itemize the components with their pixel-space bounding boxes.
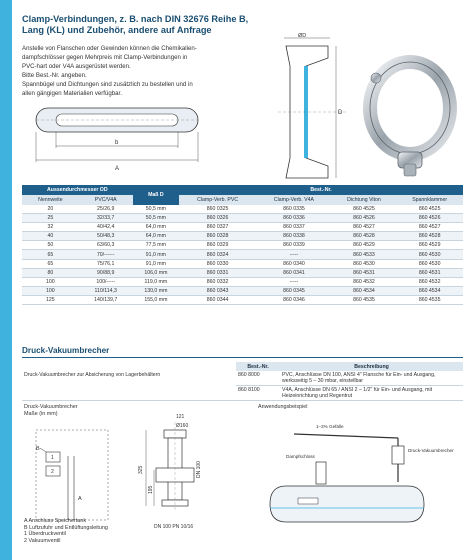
fig3-title: Druck-Vakuumbrecher bbox=[24, 404, 78, 410]
table-cell: 32/33,7 bbox=[79, 214, 133, 223]
table-cell: 860 0330 bbox=[179, 259, 256, 268]
intro-line: allen gängigen Materialien verfügbar. bbox=[22, 90, 122, 97]
table-row bbox=[22, 241, 463, 250]
intro-text bbox=[22, 44, 262, 98]
dim-dn-label: DN 100 bbox=[196, 461, 202, 478]
table-cell: 119,0 mm bbox=[133, 277, 179, 286]
table-row bbox=[22, 277, 463, 286]
table-cell: 860 4525 bbox=[332, 205, 397, 214]
application-example-drawing bbox=[258, 412, 463, 528]
section-title: Druck-Vakuumbrecher bbox=[22, 346, 110, 355]
accent-sidebar bbox=[0, 0, 12, 560]
legend-item: 1 Überdruckventil bbox=[24, 531, 66, 538]
table-cell: 860 0327 bbox=[179, 223, 256, 232]
table-cell: 65 bbox=[22, 250, 79, 259]
table-cell: 91,0 mm bbox=[133, 259, 179, 268]
content bbox=[18, 0, 463, 560]
valve-2-label: 2 bbox=[51, 469, 54, 475]
table-cell: 860 0346 bbox=[256, 295, 332, 304]
header-best: Best.-Nr. bbox=[179, 185, 463, 195]
intro-line: Bitte Best.-Nr. angeben. bbox=[22, 72, 87, 79]
table-cell: 110/114,3 bbox=[79, 286, 133, 295]
col-header: Clamp-Verb. PVC bbox=[179, 195, 256, 205]
intro-line: Anstelle von Flanschen oder Gewinden können die Chemikalien- bbox=[22, 45, 197, 52]
gefaelle-label: 1–2% Gefälle bbox=[316, 424, 344, 429]
table-cell: 860 4527 bbox=[396, 223, 463, 232]
table-cell: 860 4528 bbox=[332, 232, 397, 241]
table-cell: 860 4531 bbox=[332, 268, 397, 277]
intro-line: Spannbügel und Dichtungen sind zusätzlich zu bestellen und in bbox=[22, 81, 193, 88]
table-cell: 860 0345 bbox=[256, 286, 332, 295]
table-cell: 106,0 mm bbox=[133, 268, 179, 277]
table-cell: 860 4530 bbox=[396, 250, 463, 259]
valve-1-label: 1 bbox=[51, 455, 54, 461]
table-cell: 140/139,7 bbox=[79, 295, 133, 304]
table-cell: 91,0 mm bbox=[133, 250, 179, 259]
clamp-table bbox=[22, 185, 463, 305]
table-cell: 130,0 mm bbox=[133, 286, 179, 295]
table-cell: 860 0341 bbox=[256, 268, 332, 277]
table-cell: 860 4528 bbox=[396, 232, 463, 241]
flange-label: DN 100 PN 10/16 bbox=[154, 524, 194, 530]
col-header: Best.-Nr. bbox=[236, 362, 280, 371]
dim-160-label: Ø160 bbox=[176, 423, 189, 429]
table-cell: 860 0332 bbox=[179, 277, 256, 286]
table-cell: 77,5 mm bbox=[133, 241, 179, 250]
row-label: Druck-Vakuumbrecher zur Absicherung von Lagerbehältern bbox=[22, 371, 236, 401]
table-cell: 32 bbox=[22, 223, 79, 232]
col-header: Dichtung Viton bbox=[332, 195, 397, 205]
table-cell: 155,0 mm bbox=[133, 295, 179, 304]
item-description: V4A, Anschlüsse DN 65 / ANSI 2 – 1/2" für Ein- und Ausgang, mit Heizeinrichtung und Regentrut bbox=[280, 386, 463, 401]
table-cell: 80 bbox=[22, 268, 79, 277]
dim-121-label: 121 bbox=[176, 414, 185, 420]
table-cell: 125 bbox=[22, 295, 79, 304]
table-cell: 40/42,4 bbox=[79, 223, 133, 232]
table-cell: 860 4530 bbox=[396, 259, 463, 268]
table-cell: 65 bbox=[22, 259, 79, 268]
table-cell: ----- bbox=[256, 277, 332, 286]
dvb-label: Druck-Vakuumbrecher bbox=[408, 448, 454, 453]
dim-a-label: A bbox=[115, 166, 120, 172]
legend-item: B Luftzufuhr und Entlüftungsleitung bbox=[24, 524, 108, 531]
col-header: Nennweite bbox=[22, 195, 79, 205]
header-od: Aussendurchmesser OD bbox=[22, 185, 133, 195]
dampfschloss-label: Dampfschloss bbox=[286, 454, 315, 459]
col-header: Spannklammer bbox=[396, 195, 463, 205]
table-cell: 860 4535 bbox=[396, 295, 463, 304]
order-number: 860 8000 bbox=[236, 371, 280, 386]
table-row bbox=[22, 250, 463, 259]
port-a-label: A bbox=[78, 496, 82, 502]
table-cell: 860 4533 bbox=[332, 250, 397, 259]
table-cell: 100 bbox=[22, 286, 79, 295]
order-number: 860 8100 bbox=[236, 386, 280, 401]
table-cell: 860 0337 bbox=[256, 223, 332, 232]
table-cell: 860 4526 bbox=[332, 214, 397, 223]
vacuum-breaker-dimension-drawing bbox=[24, 408, 259, 536]
table-row bbox=[22, 371, 463, 386]
table-cell: 63/60,3 bbox=[79, 241, 133, 250]
legend-item: 2 Vakuumventil bbox=[24, 537, 61, 544]
table-row bbox=[22, 286, 463, 295]
table-cell: 860 0339 bbox=[256, 241, 332, 250]
col-header: PVC/V4A bbox=[79, 195, 133, 205]
table-cell: 860 4532 bbox=[396, 277, 463, 286]
table-row bbox=[22, 259, 463, 268]
table-cell: 860 0338 bbox=[256, 232, 332, 241]
table-cell: 860 4526 bbox=[396, 214, 463, 223]
fig4-title: Anwendungsbeispiel bbox=[258, 404, 308, 410]
table-cell: 860 4531 bbox=[396, 268, 463, 277]
dim-325-label: 325 bbox=[138, 465, 144, 474]
table-cell: 25/26,9 bbox=[79, 205, 133, 214]
table-cell: 860 4529 bbox=[396, 241, 463, 250]
table-cell: 50 bbox=[22, 241, 79, 250]
table-cell: 860 0329 bbox=[179, 241, 256, 250]
clamp-gasket-figure bbox=[22, 100, 212, 178]
table-row bbox=[22, 295, 463, 304]
table-cell: 860 4535 bbox=[332, 295, 397, 304]
legend-item: A Anschluss Speichertank bbox=[24, 518, 87, 524]
table-row bbox=[22, 223, 463, 232]
clamp-photo bbox=[358, 48, 463, 178]
table-cell: 860 0328 bbox=[179, 232, 256, 241]
table-cell: ----- bbox=[256, 250, 332, 259]
table-row bbox=[22, 214, 463, 223]
table-cell: 860 0336 bbox=[256, 214, 332, 223]
col-header: Clamp-Verb. V4A bbox=[256, 195, 332, 205]
table-cell: 860 0344 bbox=[179, 295, 256, 304]
col-header-blank bbox=[22, 362, 236, 371]
table-cell: 860 0340 bbox=[256, 259, 332, 268]
table-cell: 40 bbox=[22, 232, 79, 241]
table-cell: 860 0326 bbox=[179, 214, 256, 223]
dim-d-label: D bbox=[338, 110, 343, 116]
table-cell: 50,5 mm bbox=[133, 205, 179, 214]
clamp-section-figure bbox=[270, 32, 360, 192]
vacuum-breaker-table bbox=[22, 362, 463, 401]
col-header: Beschreibung bbox=[280, 362, 463, 371]
table-cell: 50,5 mm bbox=[133, 214, 179, 223]
table-cell: 860 0343 bbox=[179, 286, 256, 295]
table-cell: 860 0331 bbox=[179, 268, 256, 277]
fig3-subtitle: Maße (in mm) bbox=[24, 411, 58, 417]
table-cell: 75/76,1 bbox=[79, 259, 133, 268]
table-cell: 100/----- bbox=[79, 277, 133, 286]
table-cell: 100 bbox=[22, 277, 79, 286]
table-cell: 64,0 mm bbox=[133, 232, 179, 241]
intro-line: PVC-hart oder V4A ausgerüstet werden. bbox=[22, 63, 131, 70]
item-description: PVC, Anschlüsse DN 100, ANSI 4" Flansche für Ein- und Ausgang, werksseitig 5 – 30 mbar, einstellbar bbox=[280, 371, 463, 386]
table-cell: 90/88,9 bbox=[79, 268, 133, 277]
table-cell: 860 4534 bbox=[332, 286, 397, 295]
table-cell: 25 bbox=[22, 214, 79, 223]
table-cell: 860 0335 bbox=[256, 205, 332, 214]
port-b-label: B bbox=[36, 446, 40, 452]
table-cell: 860 4525 bbox=[396, 205, 463, 214]
page-title: Clamp-Verbindungen, z. B. nach DIN 32676 Reihe B, Lang (KL) und Zubehör, andere auf Anfrage bbox=[22, 14, 249, 35]
table-cell: 70/------ bbox=[79, 250, 133, 259]
table-cell: 860 4530 bbox=[332, 259, 397, 268]
legend bbox=[24, 518, 108, 544]
table-row bbox=[22, 232, 463, 241]
dim-195-label: 195 bbox=[148, 485, 154, 494]
table-cell: 860 4532 bbox=[332, 277, 397, 286]
table-cell: 64,0 mm bbox=[133, 223, 179, 232]
header-mass: Maß D bbox=[133, 185, 179, 205]
table-cell: 860 4527 bbox=[332, 223, 397, 232]
table-cell: 860 0324 bbox=[179, 250, 256, 259]
intro-line: dampfschlösser gegen Mehrpreis mit Clamp-Verbindungen in bbox=[22, 54, 188, 61]
table-cell: 20 bbox=[22, 205, 79, 214]
table-cell: 860 0325 bbox=[179, 205, 256, 214]
table-row bbox=[22, 268, 463, 277]
table-cell: 860 4534 bbox=[396, 286, 463, 295]
dim-od-label: ØD bbox=[298, 33, 307, 39]
table-row bbox=[22, 205, 463, 214]
table-cell: 860 4529 bbox=[332, 241, 397, 250]
dim-b-label: b bbox=[115, 140, 119, 146]
table-cell: 50/48,3 bbox=[79, 232, 133, 241]
section-divider bbox=[22, 357, 463, 358]
